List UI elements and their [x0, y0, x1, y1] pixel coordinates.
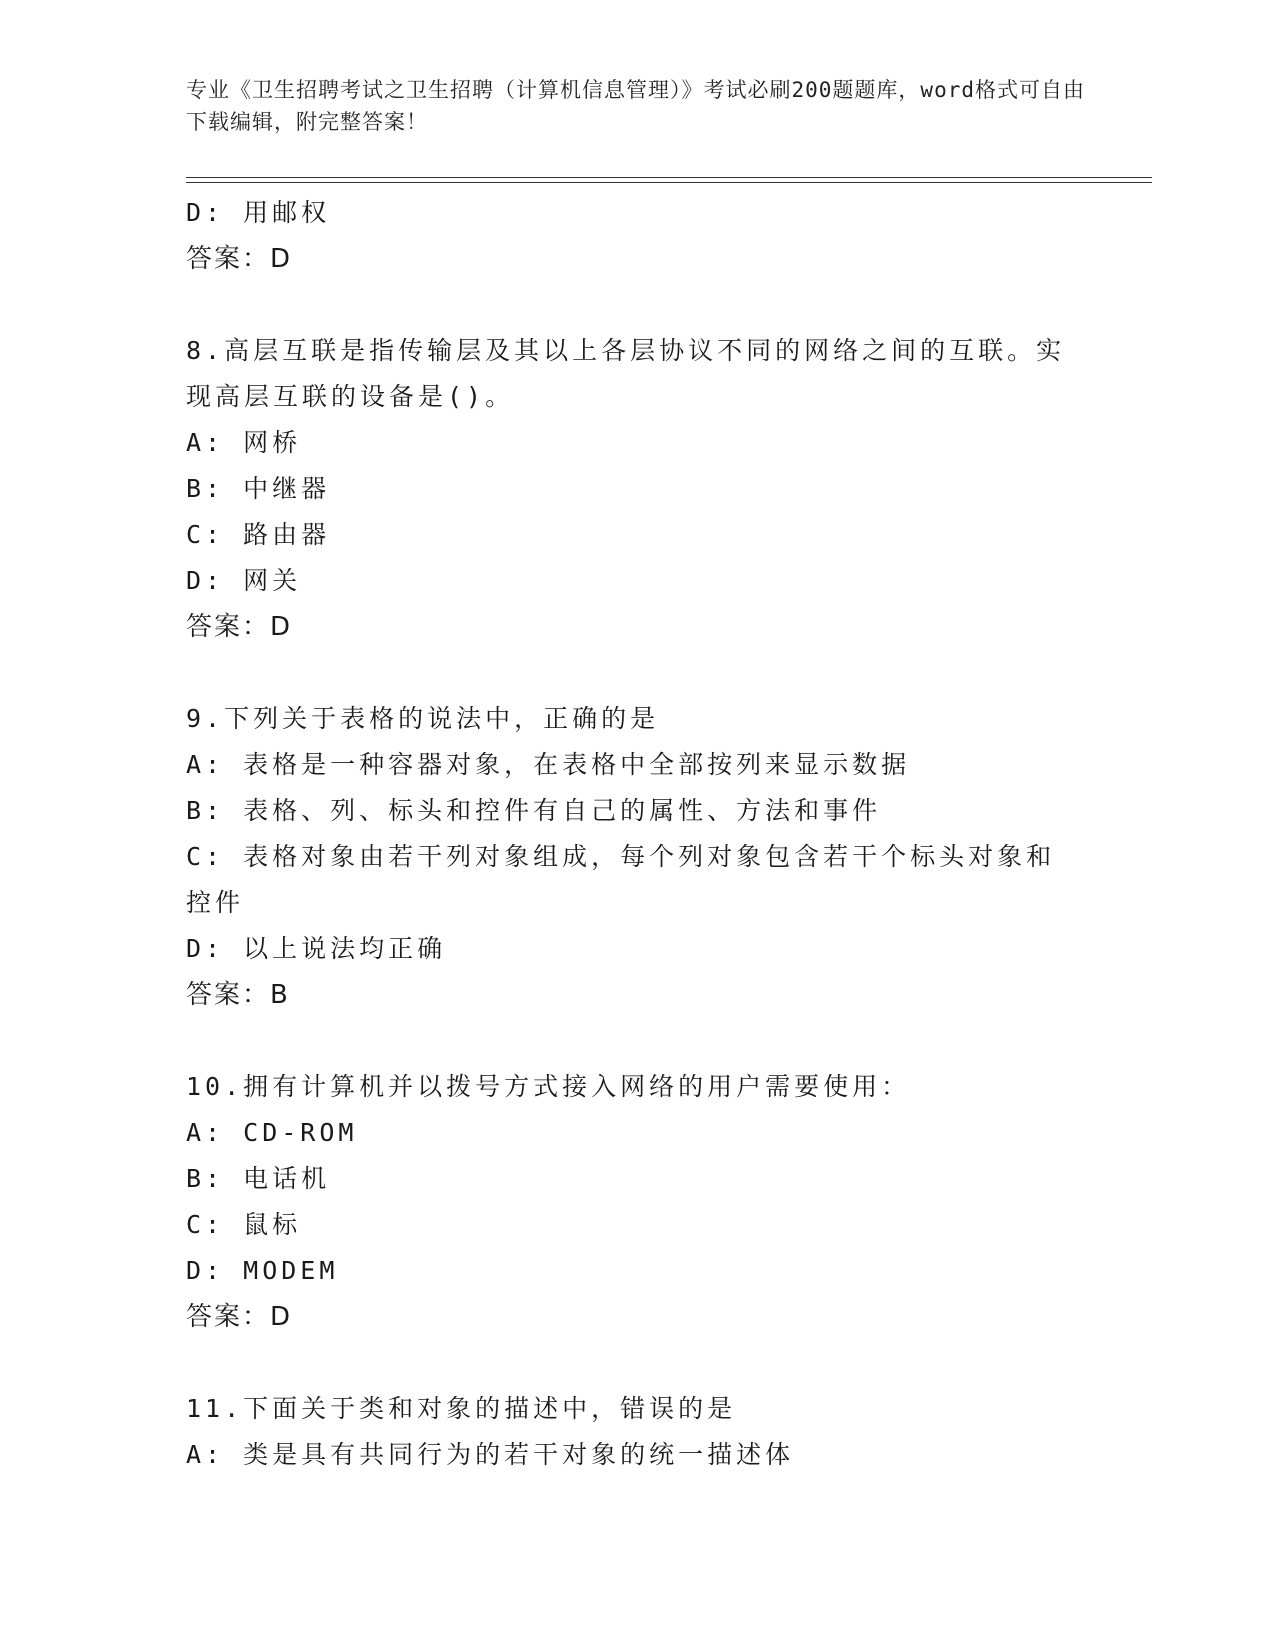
option-d: D: 用邮权	[186, 198, 331, 227]
option-c: C: 表格对象由若干列对象组成，每个列对象包含若干个标头对象和控件	[186, 842, 1056, 917]
question-8	[186, 328, 1086, 650]
option-a: A: 类是具有共同行为的若干对象的统一描述体	[186, 1440, 795, 1469]
question-7-tail	[186, 190, 1086, 282]
header-text: 专业《卫生招聘考试之卫生招聘（计算机信息管理）》考试必刷200题题库，word格式可自由下载编辑，附完整答案！	[186, 78, 1085, 134]
document-header	[186, 74, 1086, 138]
option-b: B: 电话机	[186, 1164, 331, 1193]
option-d: D: MODEM	[186, 1256, 339, 1285]
answer-line: 答案：D	[186, 244, 293, 274]
option-c: C: 鼠标	[186, 1210, 302, 1239]
answer-line: 答案：D	[186, 612, 293, 642]
option-b: B: 中继器	[186, 474, 331, 503]
header-rule-bottom	[186, 182, 1152, 183]
answer-line: 答案：D	[186, 1302, 293, 1332]
question-stem: 10.拥有计算机并以拨号方式接入网络的用户需要使用：	[186, 1072, 911, 1101]
header-rule-top	[186, 177, 1152, 178]
question-stem: 11.下面关于类和对象的描述中，错误的是	[186, 1394, 737, 1423]
answer-line: 答案：B	[186, 980, 290, 1010]
question-stem: 9.下列关于表格的说法中，正确的是	[186, 704, 660, 733]
option-d: D: 以上说法均正确	[186, 934, 447, 963]
option-b: B: 表格、列、标头和控件有自己的属性、方法和事件	[186, 796, 882, 825]
question-11	[186, 1386, 1086, 1478]
option-a: A: CD-ROM	[186, 1118, 358, 1147]
question-10	[186, 1064, 1086, 1340]
option-d: D: 网关	[186, 566, 302, 595]
question-stem: 8.高层互联是指传输层及其以上各层协议不同的网络之间的互联。实现高层互联的设备是()。	[186, 336, 1066, 411]
document-body	[186, 190, 1086, 1478]
question-9	[186, 696, 1086, 1018]
option-a: A: 网桥	[186, 428, 302, 457]
option-c: C: 路由器	[186, 520, 331, 549]
option-a: A: 表格是一种容器对象，在表格中全部按列来显示数据	[186, 750, 911, 779]
